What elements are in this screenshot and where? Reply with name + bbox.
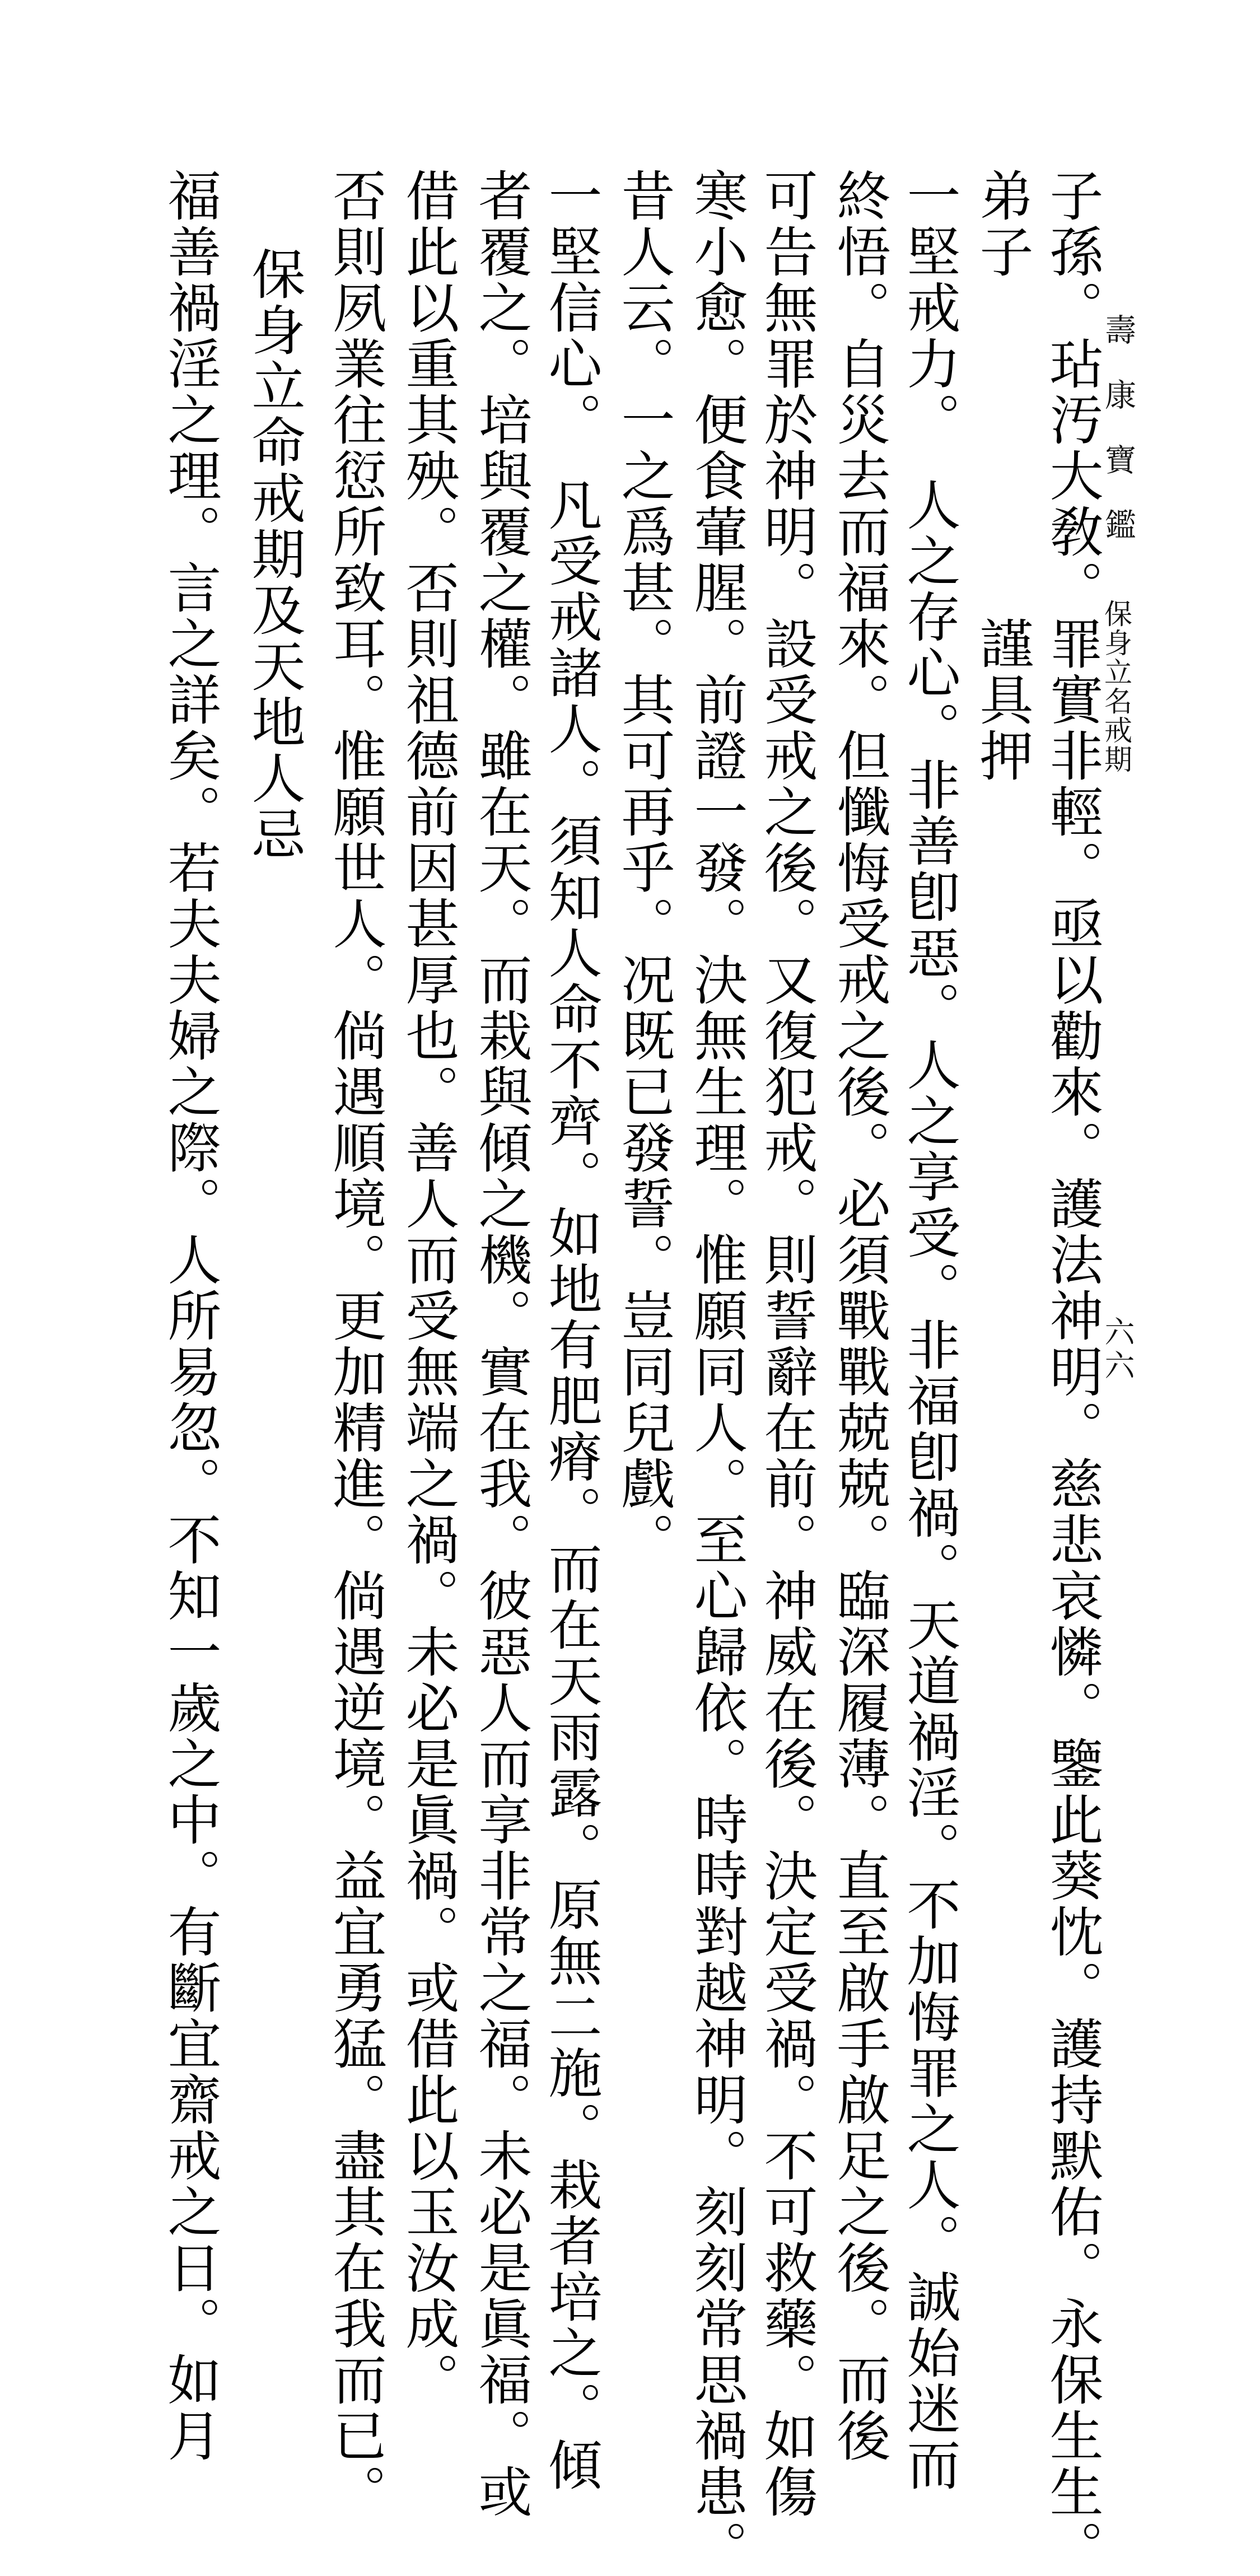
- running-head-section: 保身立名戒期: [1100, 599, 1132, 774]
- text-column: 借此以重其殃。否則祖德前因甚厚也。善人而受無端之禍。未必是眞禍。或借此以玉汝成。: [397, 168, 460, 2408]
- text-column: 者覆之。培與覆之權。雖在天。而栽與傾之機。實在我。彼惡人而享非常之福。未必是眞福。或: [470, 168, 533, 2520]
- text-column: 子孫。玷汚大敎。罪實非輕。亟以勸來。護法神明。慈悲哀憐。鑒此葵忱。護持默佑。永保生生。: [1041, 168, 1104, 2576]
- text-column: 福善禍淫之理。言之詳矣。若夫夫婦之際。人所易忽。不知一歲之中。有斷宜齋戒之日。如月: [159, 168, 222, 2464]
- signature-line: 弟子 謹具押: [971, 168, 1034, 784]
- text-column: 可告無罪於神明。設受戒之後。又復犯戒。則誓辭在前。神威在後。決定受禍。不可救藥。如傷: [755, 168, 818, 2520]
- section-heading: 保身立命戒期及天地人忌: [243, 246, 306, 862]
- text-column: 昔人云。一之爲甚。其可再乎。况既已發誓。豈同兒戲。: [613, 168, 675, 1568]
- text-column: 終悟。自災去而福來。但懺悔受戒之後。必須戰戰兢兢。臨深履薄。直至啟手啟足之後。而後: [828, 168, 891, 2464]
- text-column: 一堅信心。 凡受戒諸人。須知人命不齊。如地有肥瘠。而在天雨露。原無二施。栽者培之。傾: [540, 168, 603, 2493]
- text-column: 寒小愈。便食葷腥。前證一發。決無生理。惟願同人。至心歸依。時時對越神明。刻刻常思禍患。: [685, 168, 748, 2576]
- running-head-title: 壽康寶鑑: [1100, 314, 1136, 573]
- text-column: 否則夙業往愆所致耳。惟願世人。倘遇順境。更加精進。倘遇逆境。益宜勇猛。盡其在我而已。: [324, 168, 387, 2520]
- text-column: 一堅戒力。 人之存心。非善卽惡。人之享受。非福卽禍。天道禍淫。不加悔罪之人。誠始迷而: [898, 168, 961, 2493]
- page-number: 六六: [1100, 1316, 1135, 1383]
